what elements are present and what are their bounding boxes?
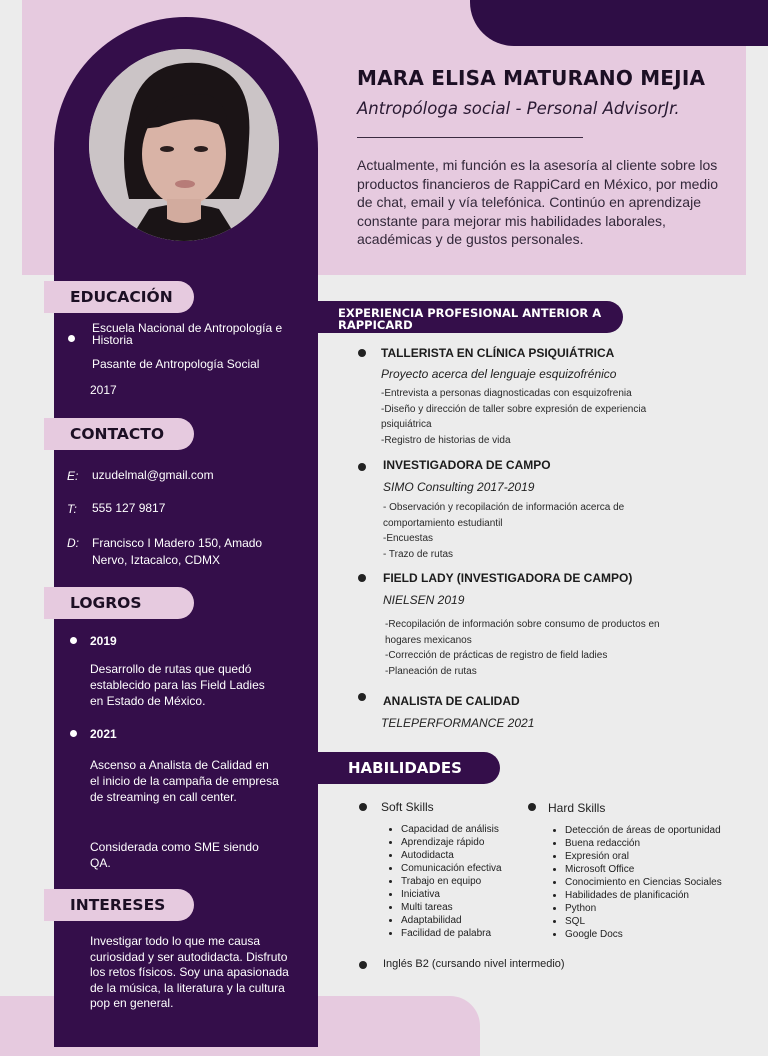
interests-text: Investigar todo lo que me causa curiosidad y ser autodidacta. Disfruto los retos físicos. Soy una apasionada de la música, la literatura y la cultura pop en general. — [90, 934, 289, 1011]
job-description-line: - Trazo de rutas — [383, 548, 454, 560]
list-item: • SQL — [565, 915, 765, 928]
job-title: TALLERISTA EN CLÍNICA PSIQUIÁTRICA — [381, 346, 615, 360]
list-item: • Trabajo en equipo — [401, 875, 541, 888]
job-description-line: -Encuestas — [383, 533, 434, 545]
list-item: • Expresión oral — [565, 850, 765, 863]
contact-email[interactable]: uzudelmal@gmail.com — [92, 468, 214, 482]
list-item: • Aprendizaje rápido — [401, 836, 541, 849]
job-description-line: -Entrevista a personas diagnosticadas con esquizofrenia — [381, 388, 632, 399]
list-item: • Microsoft Office — [565, 863, 765, 876]
job-subtitle: NIELSEN 2019 — [383, 593, 465, 607]
job-description — [385, 617, 675, 679]
list-item: • Autodidacta — [401, 849, 541, 862]
job-subtitle: Proyecto acerca del lenguaje esquizofrénico — [381, 367, 617, 381]
profile-summary: Actualmente, mi función es la asesoría al cliente sobre los productos financieros de RappiCard en México, por medio de chat, email y vía telefónica. Continúo en aprendizaje constante para mejorar mis habilidades laborales, académicas y de gustos personales. — [357, 157, 719, 247]
bullet-icon — [358, 349, 366, 357]
bullet-icon — [358, 463, 366, 471]
hard-skills-title: Hard Skills — [548, 801, 606, 815]
candidate-name: MARA ELISA MATURANO MEJIA — [357, 66, 706, 90]
language-skill: Inglés B2 (cursando nivel intermedio) — [383, 958, 565, 970]
bullet-icon — [528, 803, 536, 811]
achievement-text: Desarrollo de rutas que quedó establecido para las Field Ladies en Estado de México. — [90, 662, 265, 708]
address-label: D: — [67, 536, 79, 550]
header-divider — [357, 137, 583, 138]
section-title-skills: HABILIDADES — [318, 752, 500, 784]
list-item: • Iniciativa — [401, 888, 541, 901]
section-title-experience: EXPERIENCIA PROFESIONAL ANTERIOR A RAPPICARD — [318, 301, 623, 333]
candidate-role: Antropóloga social - Personal AdvisorJr. — [357, 99, 680, 118]
list-item: • Adaptabilidad — [401, 914, 541, 927]
bullet-icon — [358, 574, 366, 582]
job-description-line: - Observación y recopilación de información acerca de comportamiento estudiantil — [383, 502, 625, 529]
job-subtitle: SIMO Consulting 2017-2019 — [383, 480, 535, 494]
bullet-icon — [358, 693, 366, 701]
job-description-line: -Planeación de rutas — [385, 665, 477, 677]
section-title-education: EDUCACIÓN — [44, 281, 194, 313]
job-description-line: -Corrección de prácticas de registro de field ladies — [385, 650, 608, 662]
job-title: ANALISTA DE CALIDAD — [383, 694, 520, 708]
hard-skills-list — [551, 824, 765, 941]
job-description — [381, 386, 681, 448]
job-subtitle: TELEPERFORMANCE 2021 — [381, 716, 535, 730]
list-item: • Detección de áreas de oportunidad — [565, 824, 765, 837]
list-item: • Google Docs — [565, 928, 765, 941]
job-description-line: -Diseño y dirección de taller sobre expresión de experiencia psiquiátrica — [381, 403, 647, 431]
bullet-icon — [70, 637, 77, 644]
contact-phone[interactable]: 555 127 9817 — [92, 501, 166, 515]
bullet-icon — [70, 730, 77, 737]
achievement-text: Ascenso a Analista de Calidad en el inicio de la campaña de empresa de streaming en call center. — [90, 758, 279, 804]
job-title: INVESTIGADORA DE CAMPO — [383, 458, 551, 472]
job-description — [383, 500, 668, 562]
job-title: FIELD LADY (INVESTIGADORA DE CAMPO) — [383, 571, 633, 585]
achievement-year: 2021 — [90, 727, 117, 741]
list-item: • Buena redacción — [565, 837, 765, 850]
section-title-interests: INTERESES — [44, 889, 194, 921]
achievement-extra: Considerada como SME siendo QA. — [90, 840, 259, 870]
education-year: 2017 — [90, 383, 117, 397]
list-item: • Multi tareas — [401, 901, 541, 914]
list-item: • Capacidad de análisis — [401, 823, 541, 836]
job-description-line: -Recopilación de información sobre consumo de productos en hogares mexicanos — [385, 619, 660, 646]
phone-label: T: — [67, 502, 77, 516]
email-label: E: — [67, 469, 79, 483]
section-title-achievements: LOGROS — [44, 587, 194, 619]
profile-photo — [89, 49, 279, 241]
soft-skills-list — [387, 823, 541, 940]
contact-address: Francisco I Madero 150, Amado Nervo, Iztacalco, CDMX — [92, 536, 263, 567]
job-description-line: -Registro de historias de vida — [381, 434, 511, 446]
education-degree: Pasante de Antropología Social — [92, 357, 260, 371]
education-school: Escuela Nacional de Antropología e Historia — [92, 321, 283, 347]
achievement-year: 2019 — [90, 634, 117, 648]
decorative-corner-shape — [470, 0, 768, 46]
section-title-contact: CONTACTO — [44, 418, 194, 450]
list-item: • Comunicación efectiva — [401, 862, 541, 875]
list-item: • Habilidades de planificación — [565, 889, 765, 902]
bullet-icon — [359, 961, 367, 969]
list-item: • Facilidad de palabra — [401, 927, 541, 940]
soft-skills-title: Soft Skills — [381, 800, 434, 814]
list-item: • Conocimiento en Ciencias Sociales — [565, 876, 765, 889]
bullet-icon — [68, 335, 75, 342]
list-item: • Python — [565, 902, 765, 915]
bullet-icon — [359, 803, 367, 811]
